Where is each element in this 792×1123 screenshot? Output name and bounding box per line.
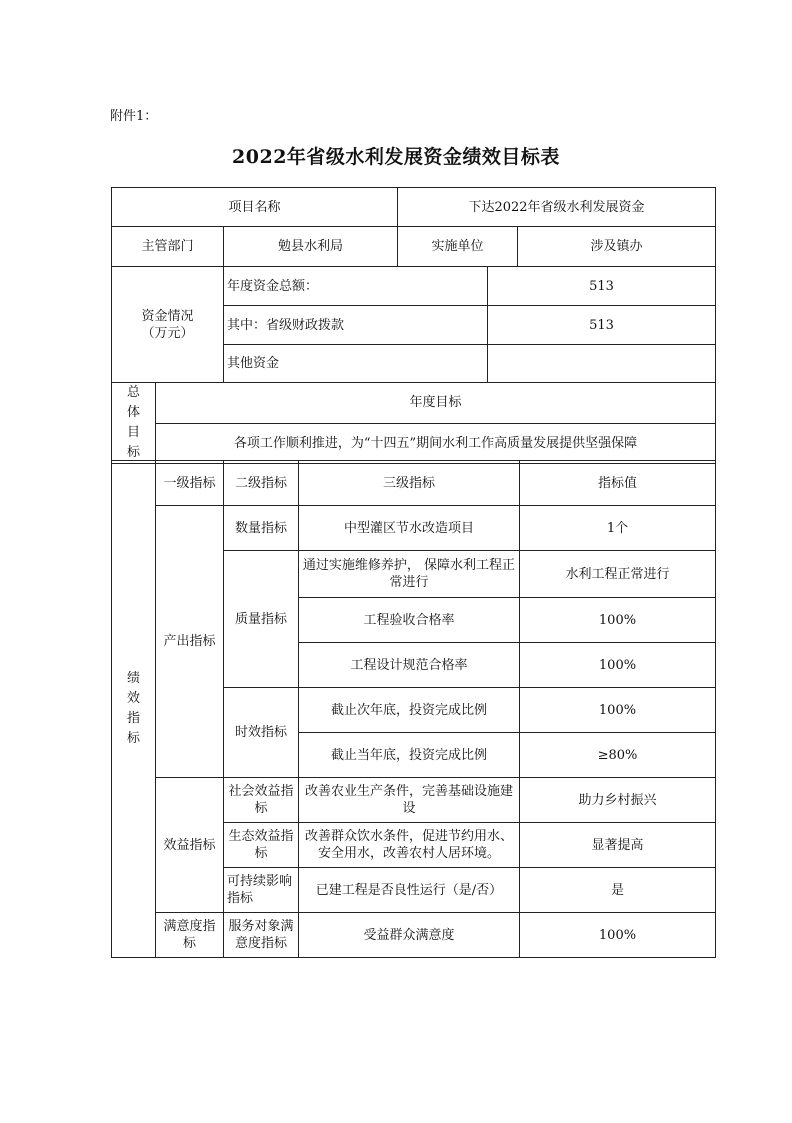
metric-value: 是 — [520, 868, 716, 913]
dept-value: 勉县水利局 — [224, 227, 398, 267]
level2-quality: 质量指标 — [224, 551, 299, 688]
project-name-label: 项目名称 — [112, 188, 398, 227]
funds-label — [112, 267, 224, 383]
funds-row-label: 年度资金总额： — [224, 267, 488, 306]
funds-label-line2: （万元） — [141, 325, 194, 341]
metric-item: 已建工程是否良性运行（是/否） — [299, 868, 520, 913]
metrics-label: 绩效指标 — [112, 461, 156, 958]
level2-timeliness: 时效指标 — [224, 688, 299, 778]
metric-item: 改善农业生产条件，完善基础设施建设 — [299, 778, 520, 823]
level2-service-satisfaction: 服务对象满意度指标 — [224, 913, 299, 958]
header-level2: 二级指标 — [224, 461, 299, 506]
metric-value: 显著提高 — [520, 823, 716, 868]
unit-label: 实施单位 — [398, 227, 518, 267]
metric-value: 助力乡村振兴 — [520, 778, 716, 823]
project-name-value: 下达2022年省级水利发展资金 — [398, 188, 716, 227]
metric-item: 中型灌区节水改造项目 — [299, 506, 520, 551]
level2-sustainable: 可持续影响指标 — [224, 868, 299, 913]
metric-value: 水利工程正常进行 — [520, 551, 716, 598]
metric-item: 工程验收合格率 — [299, 598, 520, 643]
funds-table — [111, 266, 716, 383]
project-table — [111, 187, 716, 267]
funds-row-value: 513 — [488, 306, 716, 345]
funds-row-label: 其中：省级财政拨款 — [224, 306, 488, 345]
metric-item: 受益群众满意度 — [299, 913, 520, 958]
header-value: 指标值 — [520, 461, 716, 506]
metric-item: 工程设计规范合格率 — [299, 643, 520, 688]
metric-value: 1个 — [520, 506, 716, 551]
funds-row-value — [488, 345, 716, 383]
goal-table — [111, 382, 716, 464]
header-level1: 一级指标 — [156, 461, 224, 506]
dept-label: 主管部门 — [112, 227, 224, 267]
funds-row-value: 513 — [488, 267, 716, 306]
metric-value: 100% — [520, 598, 716, 643]
header-level3: 三级指标 — [299, 461, 520, 506]
metrics-table — [111, 460, 716, 958]
attachment-label: 附件1： — [110, 109, 158, 124]
unit-value: 涉及镇办 — [518, 227, 716, 267]
goal-text: 各项工作顺利推进，为“十四五”期间水利工作高质量发展提供坚强保障 — [156, 423, 716, 464]
metric-value: 100% — [520, 688, 716, 733]
metric-item: 通过实施维修养护， 保障水利工程正常进行 — [299, 551, 520, 598]
metric-value: 100% — [520, 913, 716, 958]
level1-satisfaction: 满意度指标 — [156, 913, 224, 958]
funds-label-line1: 资金情况 — [141, 308, 194, 324]
metric-value: ≥80% — [520, 733, 716, 778]
metric-item: 截止当年底，投资完成比例 — [299, 733, 520, 778]
level1-output: 产出指标 — [156, 506, 224, 778]
level2-social: 社会效益指标 — [224, 778, 299, 823]
level1-benefit: 效益指标 — [156, 778, 224, 913]
metric-value: 100% — [520, 643, 716, 688]
page-title: 2022年省级水利发展资金绩效目标表 — [232, 146, 560, 168]
funds-row-label: 其他资金 — [224, 345, 488, 383]
metric-item: 改善群众饮水条件，促进节约用水、安全用水，改善农村人居环境。 — [299, 823, 520, 868]
metric-item: 截止次年底，投资完成比例 — [299, 688, 520, 733]
level2-quantity: 数量指标 — [224, 506, 299, 551]
goal-label: 总体目标 — [112, 383, 156, 464]
goal-header: 年度目标 — [156, 383, 716, 424]
level2-ecological: 生态效益指标 — [224, 823, 299, 868]
